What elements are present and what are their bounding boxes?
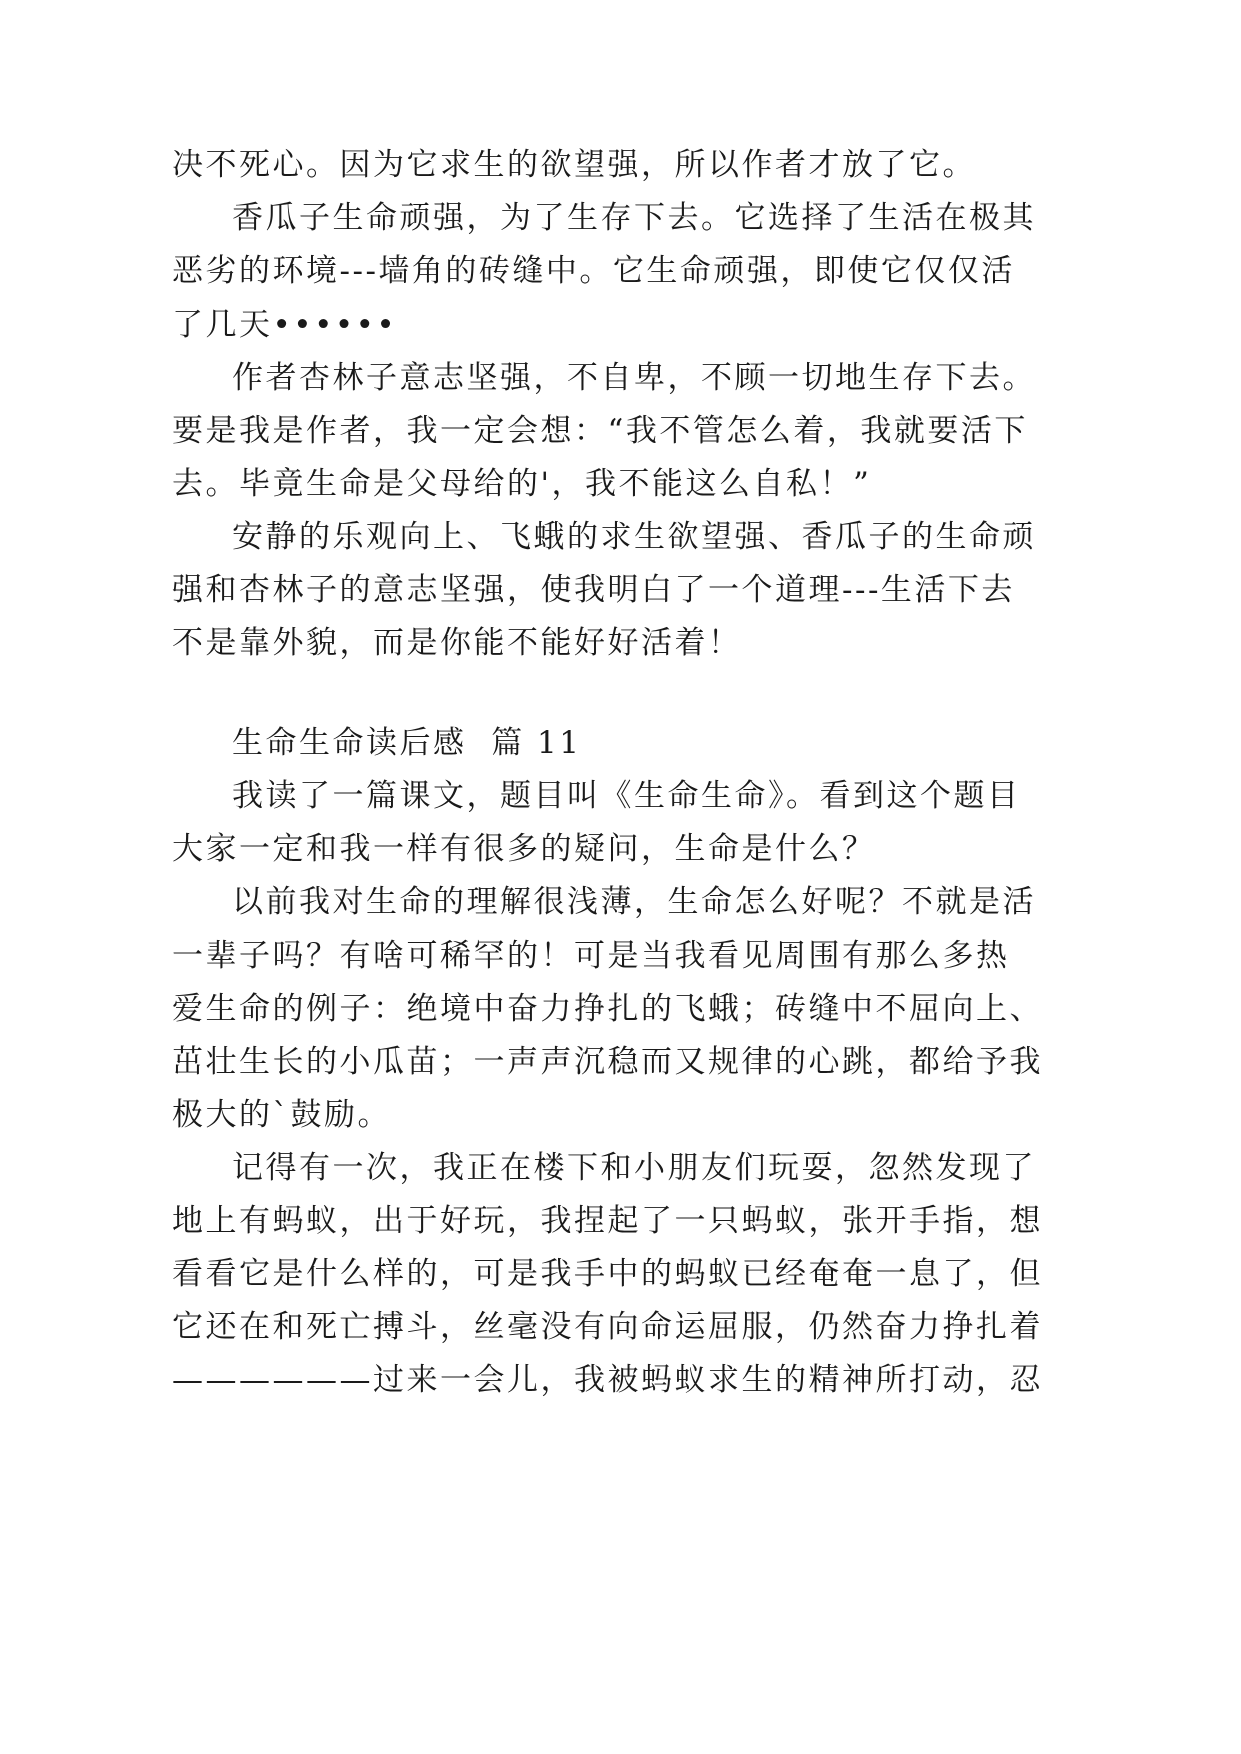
text-line: 地上有蚂蚁，出于好玩，我捏起了一只蚂蚁，张开手指，想 (172, 1203, 1043, 1239)
paragraph-first-line: 香瓜子生命顽强，为了生存下去。它选择了生活在极其 (232, 200, 1036, 236)
text-line: 一辈子吗？有啥可稀罕的！可是当我看见周围有那么多热 (172, 938, 1010, 974)
text-line: 决不死心。因为它求生的欲望强，所以作者才放了它。 (172, 147, 976, 183)
text-line: 它还在和死亡搏斗，丝毫没有向命运屈服，仍然奋力挣扎着 (172, 1309, 1043, 1345)
paragraph-first-line: 以前我对生命的理解很浅薄，生命怎么好呢？不就是活 (232, 884, 1036, 920)
text-line: 爱生命的例子：绝境中奋力挣扎的飞蛾；砖缝中不屈向上、 (172, 991, 1043, 1027)
section-heading: 生命生命读后感 篇 11 (232, 725, 582, 761)
text-line: 恶劣的环境---墙角的砖缝中。它生命顽强，即使它仅仅活 (172, 253, 1015, 289)
text-line: 去。毕竟生命是父母给的'，我不能这么自私！” (172, 466, 872, 502)
text-line: 茁壮生长的小瓜苗；一声声沉稳而又规律的心跳，都给予我 (172, 1044, 1043, 1080)
text-line: 了几天•••••• (172, 307, 398, 343)
text-line: 看看它是什么样的，可是我手中的蚂蚁已经奄奄一息了，但 (172, 1256, 1043, 1292)
paragraph-first-line: 记得有一次，我正在楼下和小朋友们玩耍，忽然发现了 (232, 1150, 1036, 1186)
paragraph-first-line: 安静的乐观向上、飞蛾的求生欲望强、香瓜子的生命顽 (232, 519, 1036, 555)
paragraph-first-line: 我读了一篇课文，题目叫《生命生命》。看到这个题目 (232, 778, 1021, 814)
text-line: 大家一定和我一样有很多的疑问，生命是什么？ (172, 831, 876, 867)
text-line: 极大的`鼓励。 (172, 1097, 391, 1133)
text-line: ——————过来一会儿，我被蚂蚁求生的精神所打动，忍 (172, 1362, 1043, 1398)
text-line: 不是靠外貌，而是你能不能好好活着！ (172, 625, 742, 661)
text-line: 要是我是作者，我一定会想：“我不管怎么着，我就要活下 (172, 413, 1028, 449)
text-line: 强和杏林子的意志坚强，使我明白了一个道理---生活下去 (172, 572, 1015, 608)
paragraph-first-line: 作者杏林子意志坚强，不自卑，不顾一切地生存下去。 (232, 360, 1036, 396)
